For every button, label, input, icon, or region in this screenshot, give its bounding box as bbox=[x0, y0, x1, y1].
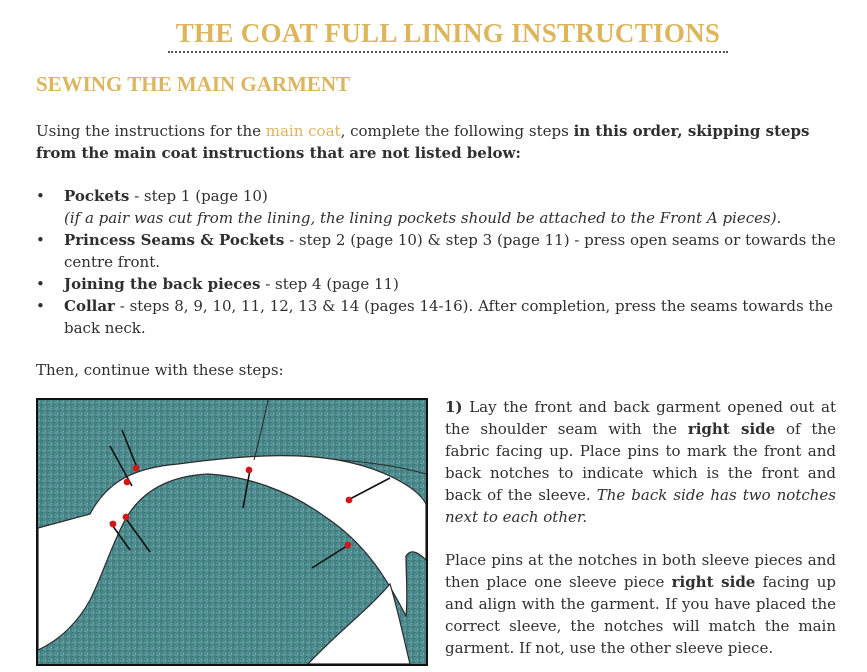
intro-text-2: , complete the following steps bbox=[340, 122, 574, 140]
step-text: Lay the front and back garment opened out at the shoulder seam with the bbox=[445, 398, 836, 438]
title-underline bbox=[168, 51, 728, 53]
steps-list bbox=[36, 185, 836, 339]
step-text: - step 2 (page 10) & step 3 (page 11) - press open seams or towards the centre front. bbox=[64, 231, 836, 271]
bullet: • bbox=[36, 187, 45, 205]
step-text: facing up and align with the garment. If you have placed the correct sleeve, the notches will match the main garment. If not, use the other sleeve piece. bbox=[445, 573, 836, 657]
step-text: Place pins at the notches in both sleeve pieces and then place one sleeve piece bbox=[445, 551, 836, 591]
intro-text: Using the instructions for the bbox=[36, 122, 266, 140]
sleeve-illustration bbox=[36, 398, 428, 666]
intro-paragraph bbox=[36, 120, 836, 164]
emphasis: right side bbox=[687, 420, 776, 438]
list-item bbox=[36, 295, 836, 339]
then-text: Then, continue with these steps: bbox=[36, 361, 284, 379]
step-1-paragraph-2 bbox=[445, 549, 836, 659]
step-label: Joining the back pieces bbox=[64, 275, 261, 293]
list-item bbox=[36, 229, 836, 273]
step-text: - step 1 (page 10) bbox=[129, 187, 268, 205]
sleeve-pinning-diagram bbox=[38, 400, 426, 664]
intro-emphasis: in this order, skipping steps from the main coat instructions that are not listed below: bbox=[36, 122, 810, 162]
step-note: The back side has two notches next to each other. bbox=[445, 486, 836, 526]
bullet: • bbox=[36, 231, 45, 249]
step-label: Pockets bbox=[64, 187, 130, 205]
step-text: - step 4 (page 11) bbox=[260, 275, 399, 293]
main-coat-reference: main coat bbox=[265, 122, 341, 140]
step-number: 1) bbox=[445, 398, 463, 416]
page-title: THE COAT FULL LINING INSTRUCTIONS bbox=[175, 18, 721, 48]
step-1-paragraph bbox=[445, 396, 836, 528]
step-label: Collar bbox=[64, 297, 115, 315]
step-note: (if a pair was cut from the lining, the lining pockets should be attached to the Front A pieces). bbox=[64, 209, 782, 227]
section-heading: SEWING THE MAIN GARMENT bbox=[36, 72, 351, 96]
emphasis: right side bbox=[671, 573, 756, 591]
step-text: - steps 8, 9, 10, 11, 12, 13 & 14 (pages 14-16). After completion, press the seams towards the back neck. bbox=[64, 297, 834, 337]
list-item bbox=[36, 273, 836, 295]
step-label: Princess Seams & Pockets bbox=[64, 231, 285, 249]
bullet: • bbox=[36, 275, 45, 293]
step-text: of the fabric facing up. Place pins to mark the front and back notches to indicate which is the front and back of the sleeve. bbox=[445, 420, 836, 504]
bullet: • bbox=[36, 297, 45, 315]
list-item bbox=[36, 185, 836, 229]
